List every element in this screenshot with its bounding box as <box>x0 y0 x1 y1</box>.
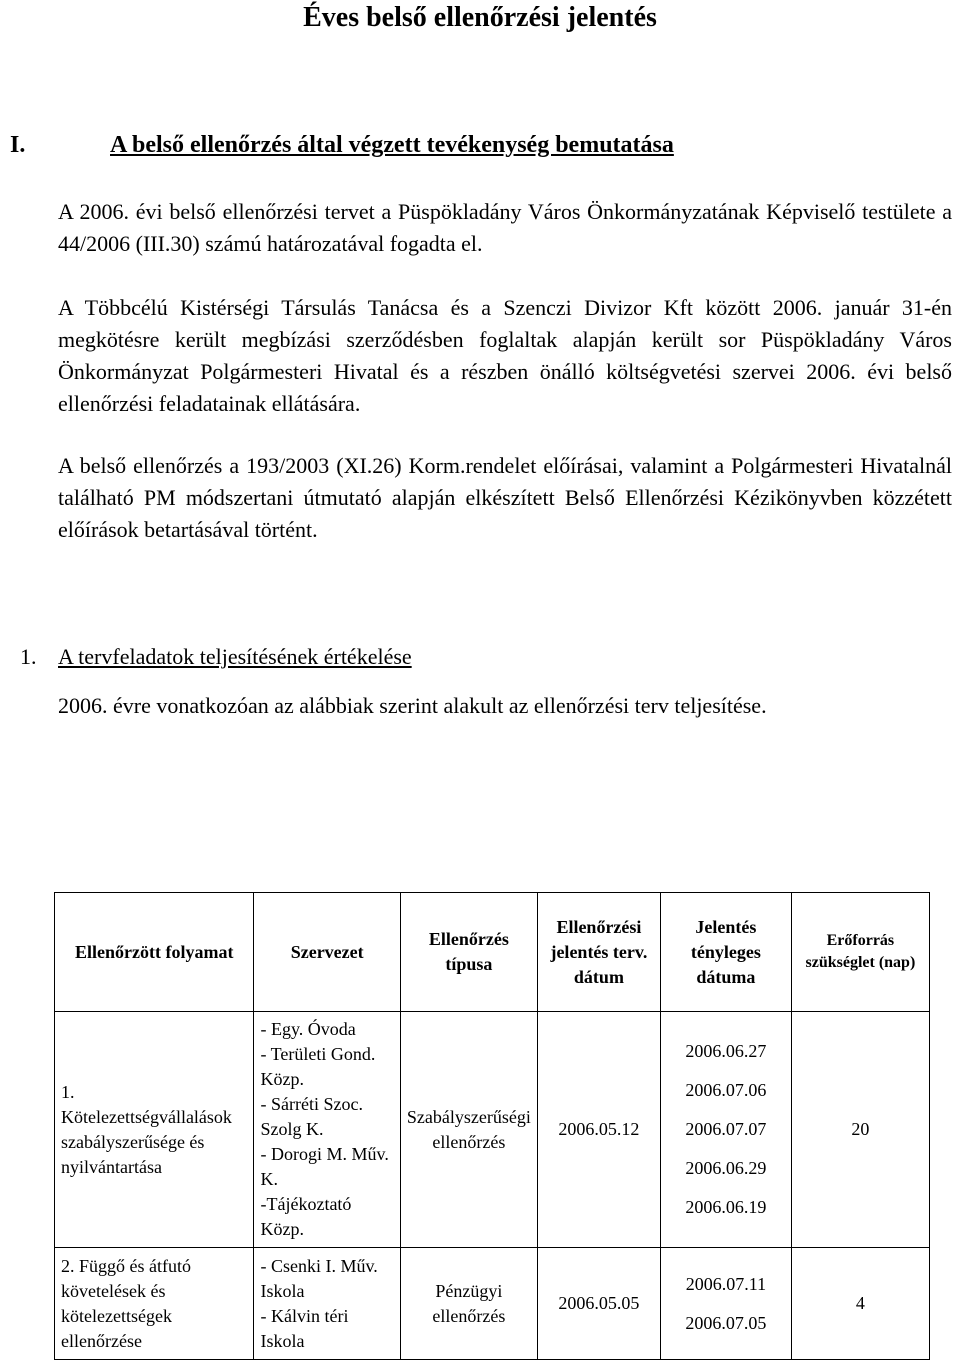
section-title: A belső ellenőrzés által végzett tevékenység bemutatása <box>110 132 674 158</box>
header-org: Szervezet <box>254 893 400 1012</box>
section-number: I. <box>10 132 26 158</box>
org-item: - Csenki I. Műv. Iskola <box>260 1255 378 1301</box>
header-process: Ellenőrzött folyamat <box>55 893 254 1012</box>
cell-type: Szabályszerűségi ellenőrzés <box>400 1012 537 1248</box>
paragraph-regulation: A belső ellenőrzés a 193/2003 (XI.26) Korm.rendelet előírásai, valamint a Polgármesteri Hivatalnál található PM módszertani útmutató alapján elkészített Belső Ellenőrzési Kézikönyvben közzétett előírások betartásával történt. <box>58 453 952 542</box>
org-item: - Sárréti Szoc. Szolg K. <box>260 1094 363 1139</box>
subsection-number: 1. <box>20 644 37 669</box>
actual-date: 2006.07.05 <box>685 1312 767 1333</box>
cell-resource: 4 <box>791 1248 929 1360</box>
table-row <box>55 1248 930 1360</box>
actual-date: 2006.06.27 <box>685 1041 767 1061</box>
paragraph-resolution: A 2006. évi belső ellenőrzési tervet a Püspökladány Város Önkormányzatának Képviselő testülete a 44/2006 (III.30) számú határozatával fogadta el. <box>58 199 952 256</box>
org-item: - Dorogi M. Műv. K. <box>260 1144 389 1189</box>
cell-planned-date: 2006.05.05 <box>537 1248 660 1360</box>
org-item: - Egy. Óvoda <box>260 1019 356 1039</box>
cell-process: 2. Függő és átfutó követelések és kötelezettségek ellenőrzése <box>55 1248 254 1360</box>
cell-org <box>254 1248 400 1360</box>
actual-date: 2006.07.11 <box>685 1273 767 1294</box>
actual-date: 2006.06.19 <box>685 1197 767 1217</box>
cell-org <box>254 1012 400 1248</box>
audit-plan-table <box>54 892 930 1360</box>
cell-planned-date: 2006.05.12 <box>537 1012 660 1248</box>
header-resource: Erőforrás szükséglet (nap) <box>791 893 929 1012</box>
org-item: -Tájékoztató Közp. <box>260 1194 352 1239</box>
org-item: - Kálvin téri Iskola <box>260 1305 349 1351</box>
org-item: - Területi Gond. Közp. <box>260 1044 376 1089</box>
cell-actual-dates <box>661 1012 792 1248</box>
actual-date: 2006.07.07 <box>685 1119 767 1139</box>
paragraph-contract: A Többcélú Kistérségi Társulás Tanácsa és a Szenczi Divizor Kft között 2006. január 31-én megkötésre került megbízási szerződésben foglaltak alapján került sor Püspökladány Város Önkormányzat Polgármesteri Hivatal és a részben önálló költségvetési szervei 2006. évi belső ellenőrzési feladatainak ellátására. <box>58 295 952 416</box>
actual-date: 2006.07.06 <box>685 1080 767 1100</box>
section-heading <box>10 132 674 159</box>
table-row <box>55 1012 930 1248</box>
header-actual-date: Jelentés tényleges dátuma <box>661 893 792 1012</box>
subsection-text: 2006. évre vonatkozóan az alábbiak szerint alakult az ellenőrzési terv teljesítése. <box>58 693 767 718</box>
actual-date: 2006.06.29 <box>685 1158 767 1178</box>
cell-process: 1. Kötelezettségvállalások szabályszerűsége és nyilvántartása <box>55 1012 254 1248</box>
cell-actual-dates <box>661 1248 792 1360</box>
header-planned-date: Ellenőrzési jelentés terv. dátum <box>537 893 660 1012</box>
subsection-heading <box>20 644 412 670</box>
cell-resource: 20 <box>791 1012 929 1248</box>
subsection-title: A tervfeladatok teljesítésének értékelése <box>58 644 412 669</box>
document-title: Éves belső ellenőrzési jelentés <box>303 2 657 33</box>
table-header-row <box>55 893 930 1012</box>
cell-type: Pénzügyi ellenőrzés <box>400 1248 537 1360</box>
header-type: Ellenőrzés típusa <box>400 893 537 1012</box>
